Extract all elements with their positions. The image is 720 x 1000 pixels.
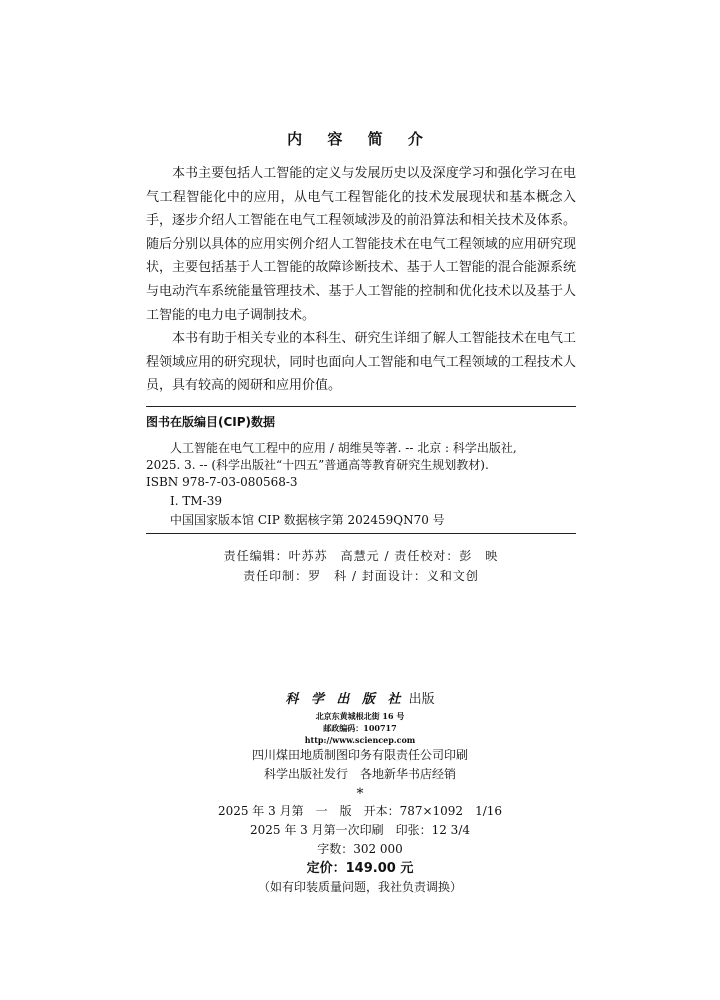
cip-heading: 图书在版编目(CIP)数据 <box>146 415 276 429</box>
summary-paragraph-1: 本书主要包括人工智能的定义与发展历史以及深度学习和强化学习在电气工程智能化中的应用，从电气工程智能化的技术发展现状和基本概念入手，逐步介绍人工智能在电气工程领域涉及的前沿算法和相关技术及体系。随后分别以具体的应用实例介绍人工智能技术在电气工程领域的应用研究现状，主要包括基于人工智能的故障诊断技术、基于人工智能的混合能源系统与电动汽车系统能量管理技术、基于人工智能的控制和优化技术以及基于人工智能的电力电子调制技术。 <box>146 166 576 323</box>
publisher-block <box>0 690 720 897</box>
cip-line-number: 中国国家版本馆 CIP 数据核字第 202459QN70 号 <box>170 513 445 527</box>
cip-line-classification: Ⅰ. TM-39 <box>170 494 222 508</box>
summary-body <box>146 162 576 398</box>
editorial-credits <box>146 546 576 586</box>
cip-line-isbn: ISBN 978-7-03-080568-3 <box>146 475 298 489</box>
summary-paragraph-2: 本书有助于相关专业的本科生、研究生详细了解人工智能技术在电气工程领域应用的研究现状，同时也面向人工智能和电气工程领域的工程技术人员，具有较高的阅研和应用价值。 <box>146 331 576 394</box>
printing-line: 2025 年 3 月第一次印刷 印张：12 3/4 <box>249 823 470 837</box>
publisher-logo-text: 科 学 出 版 社 <box>285 692 405 707</box>
price-line: 定价：149.00 元 <box>306 861 414 876</box>
credits-line-editors: 责任编辑：叶苏苏 高慧元 / 责任校对：彭 映 <box>223 549 499 563</box>
publisher-name-suffix: 出版 <box>408 692 435 707</box>
distribution-line: 科学出版社发行 各地新华书店经销 <box>263 767 456 781</box>
quality-notice: （如有印装质量问题，我社负责调换） <box>257 880 462 894</box>
summary-title: 内 容 简 介 <box>287 130 433 148</box>
publisher-address: 北京东黄城根北街 16 号 <box>315 711 405 721</box>
separator-star: * <box>356 786 364 802</box>
cip-line-title: 人工智能在电气工程中的应用 / 胡维昊等著. -- 北京 : 科学出版社, <box>170 441 517 455</box>
wordcount-line: 字数：302 000 <box>317 842 403 856</box>
publisher-website: http://www.sciencep.com <box>304 735 416 745</box>
cip-block <box>146 406 576 534</box>
publisher-postcode: 邮政编码：100717 <box>323 723 397 733</box>
credits-line-production: 责任印制：罗 科 / 封面设计：义和文创 <box>243 569 479 583</box>
printer-line: 四川煤田地质制图印务有限责任公司印刷 <box>251 748 468 762</box>
edition-line: 2025 年 3 月第 一 版 开本：787×1092 1/16 <box>217 804 503 818</box>
publisher-name <box>0 690 720 710</box>
cip-line-series: 2025. 3. -- (科学出版社“十四五”普通高等教育研究生规划教材). <box>146 458 489 472</box>
